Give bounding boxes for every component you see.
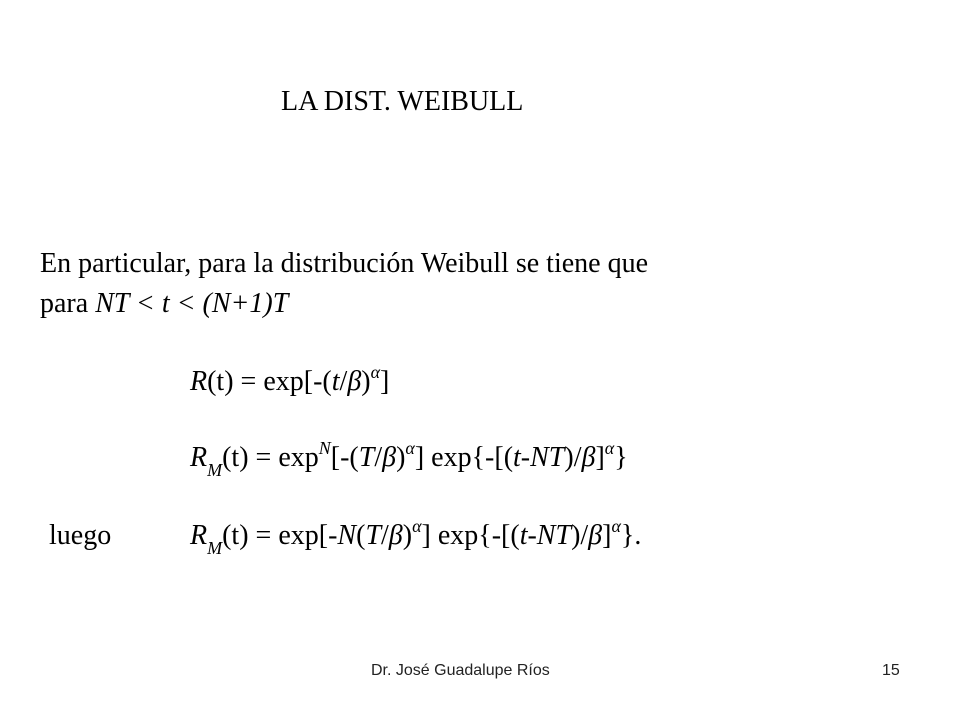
eq1-lhs: R xyxy=(190,366,208,397)
eq2-equals: = exp xyxy=(248,442,319,473)
eq2-alpha: α xyxy=(405,438,415,458)
eq3-alpha: α xyxy=(412,516,422,536)
intro-line-1: En particular, para la distribución Weibull se tiene que xyxy=(40,248,649,279)
eq2-sup-n: N xyxy=(318,438,331,458)
footer-author: Dr. José Guadalupe Ríos xyxy=(371,662,550,679)
eq2-tail: } xyxy=(614,442,628,473)
eq3-lhs: R xyxy=(190,520,208,551)
reliability-equation xyxy=(190,362,390,397)
eq3-arg: (t) xyxy=(222,520,249,551)
luego-label: luego xyxy=(49,520,112,551)
eq3-beta2: β xyxy=(588,520,603,551)
eq1-slash: / xyxy=(339,366,348,397)
eq3-alpha2: α xyxy=(611,516,621,536)
eq2-close: ) xyxy=(396,442,406,473)
eq3-close2: ] xyxy=(602,520,612,551)
eq2-alpha2: α xyxy=(604,438,615,458)
eq3-mid: ] exp{-[( xyxy=(421,520,520,551)
page-number: 15 xyxy=(882,662,900,679)
eq2-T: T xyxy=(358,442,375,473)
slide-title: LA DIST. WEIBULL xyxy=(281,86,524,117)
eq1-t: t xyxy=(331,366,340,397)
eq3-beta: β xyxy=(388,520,403,551)
eq1-close: ) xyxy=(361,366,371,397)
eq2-mid: ] exp{-[( xyxy=(414,442,514,473)
eq3-sub: M xyxy=(207,538,223,558)
eq3-slash: / xyxy=(381,520,389,551)
eq3-tnt: t-NT xyxy=(519,520,572,551)
simplified-reliability-equation xyxy=(190,516,642,558)
eq3-T: T xyxy=(365,520,382,551)
eq1-equals: = exp[-( xyxy=(233,366,332,397)
maintained-reliability-equation xyxy=(190,438,628,480)
eq2-beta: β xyxy=(382,442,397,473)
eq2-open: [-( xyxy=(330,442,359,473)
interval-condition: NT < t < (N+1)T xyxy=(95,288,289,319)
eq3-equals: = exp[- xyxy=(248,520,338,551)
eq3-tail: }. xyxy=(620,520,642,551)
eq1-alpha: α xyxy=(370,362,381,382)
eq2-tnt: t-NT xyxy=(513,442,565,473)
eq3-open: ( xyxy=(356,520,366,551)
eq1-beta: β xyxy=(347,366,362,397)
eq1-tail: ] xyxy=(380,366,390,397)
eq2-close2: ] xyxy=(595,442,605,473)
eq3-mid2: )/ xyxy=(571,520,589,551)
intro-line-2 xyxy=(40,290,288,318)
eq2-lhs: R xyxy=(190,442,208,473)
eq3-close: ) xyxy=(402,520,413,551)
eq2-beta2: β xyxy=(581,442,596,473)
eq2-sub: M xyxy=(207,460,223,480)
eq2-mid2: )/ xyxy=(564,442,582,473)
intro-line-2-prefix: para xyxy=(40,288,96,319)
eq3-N: N xyxy=(337,520,357,551)
eq1-arg: (t) xyxy=(207,366,234,397)
eq2-arg: (t) xyxy=(222,442,249,473)
eq2-slash: / xyxy=(374,442,383,473)
